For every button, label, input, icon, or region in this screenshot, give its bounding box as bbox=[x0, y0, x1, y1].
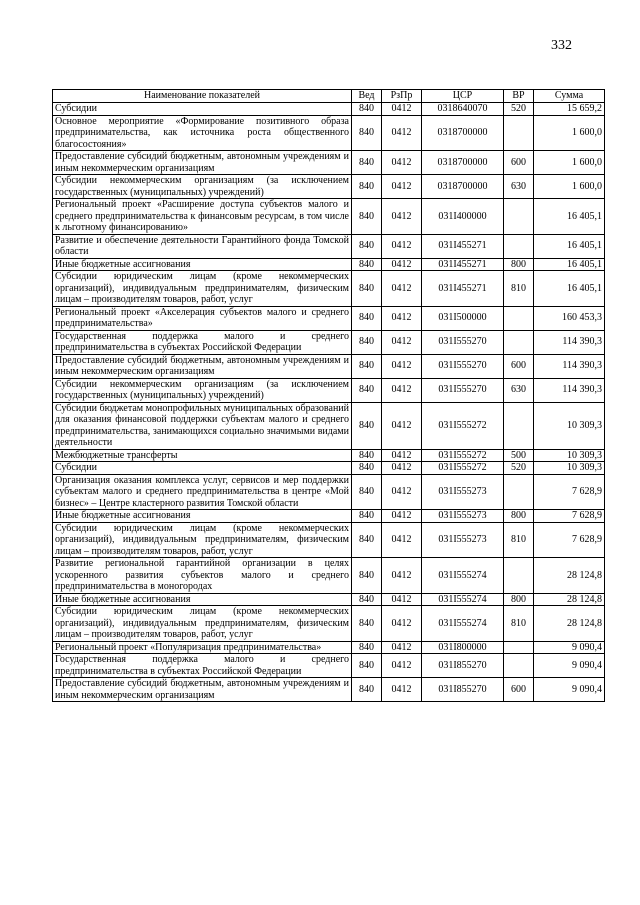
cell-name: Межбюджетные трансферты bbox=[53, 449, 352, 462]
cell-name: Развитие региональной гарантийной организации в целях ускоренного развития субъектов малого и среднего предпринимательства в моногородах bbox=[53, 558, 352, 594]
cell-ved: 840 bbox=[352, 103, 382, 116]
cell-vr bbox=[504, 402, 534, 449]
cell-ved: 840 bbox=[352, 462, 382, 475]
cell-rzpr: 0412 bbox=[382, 354, 422, 378]
cell-sum: 10 309,3 bbox=[534, 449, 605, 462]
cell-csr: 031I555270 bbox=[422, 378, 504, 402]
cell-ved: 840 bbox=[352, 510, 382, 523]
cell-csr: 031I555274 bbox=[422, 558, 504, 594]
header-sum: Сумма bbox=[534, 90, 605, 103]
cell-rzpr: 0412 bbox=[382, 234, 422, 258]
cell-rzpr: 0412 bbox=[382, 593, 422, 606]
cell-csr: 031I855270 bbox=[422, 654, 504, 678]
table-row bbox=[53, 234, 605, 258]
cell-vr bbox=[504, 306, 534, 330]
header-vr: ВР bbox=[504, 90, 534, 103]
cell-ved: 840 bbox=[352, 449, 382, 462]
table-body bbox=[53, 103, 605, 702]
cell-name: Субсидии некоммерческим организациям (за исключением государственных (муниципальных) учреждений) bbox=[53, 175, 352, 199]
cell-sum: 10 309,3 bbox=[534, 462, 605, 475]
cell-csr: 031I555270 bbox=[422, 354, 504, 378]
cell-rzpr: 0412 bbox=[382, 678, 422, 702]
cell-csr: 0318640070 bbox=[422, 103, 504, 116]
cell-name: Основное мероприятие «Формирование позитивного образа предпринимательства, как источника роста общественного благосостояния» bbox=[53, 115, 352, 151]
table-row bbox=[53, 378, 605, 402]
cell-ved: 840 bbox=[352, 258, 382, 271]
cell-sum: 1 600,0 bbox=[534, 175, 605, 199]
header-rzpr: РзПр bbox=[382, 90, 422, 103]
cell-ved: 840 bbox=[352, 522, 382, 558]
cell-name: Предоставление субсидий бюджетным, автономным учреждениям и иным некоммерческим организациям bbox=[53, 678, 352, 702]
cell-rzpr: 0412 bbox=[382, 641, 422, 654]
cell-name: Иные бюджетные ассигнования bbox=[53, 593, 352, 606]
cell-vr: 520 bbox=[504, 462, 534, 475]
cell-name: Иные бюджетные ассигнования bbox=[53, 258, 352, 271]
cell-ved: 840 bbox=[352, 654, 382, 678]
table-row bbox=[53, 354, 605, 378]
cell-sum: 9 090,4 bbox=[534, 641, 605, 654]
cell-vr: 800 bbox=[504, 258, 534, 271]
cell-ved: 840 bbox=[352, 558, 382, 594]
cell-vr bbox=[504, 234, 534, 258]
cell-rzpr: 0412 bbox=[382, 522, 422, 558]
header-csr: ЦСР bbox=[422, 90, 504, 103]
table-row bbox=[53, 593, 605, 606]
cell-rzpr: 0412 bbox=[382, 330, 422, 354]
cell-csr: 0318700000 bbox=[422, 115, 504, 151]
cell-csr: 031I800000 bbox=[422, 641, 504, 654]
cell-sum: 16 405,1 bbox=[534, 271, 605, 307]
cell-csr: 031I555273 bbox=[422, 522, 504, 558]
cell-rzpr: 0412 bbox=[382, 449, 422, 462]
cell-csr: 031I555274 bbox=[422, 606, 504, 642]
cell-sum: 16 405,1 bbox=[534, 258, 605, 271]
cell-rzpr: 0412 bbox=[382, 271, 422, 307]
cell-csr: 031I400000 bbox=[422, 199, 504, 235]
cell-sum: 9 090,4 bbox=[534, 654, 605, 678]
cell-rzpr: 0412 bbox=[382, 654, 422, 678]
cell-csr: 031I455271 bbox=[422, 234, 504, 258]
cell-rzpr: 0412 bbox=[382, 378, 422, 402]
cell-vr: 630 bbox=[504, 378, 534, 402]
table-row bbox=[53, 306, 605, 330]
cell-ved: 840 bbox=[352, 271, 382, 307]
cell-name: Развитие и обеспечение деятельности Гарантийного фонда Томской области bbox=[53, 234, 352, 258]
cell-name: Субсидии бюджетам монопрофильных муниципальных образований для оказания финансовой поддержки субъектам малого и среднего предпринимательства, занимающихся социально значимыми видами деятельности bbox=[53, 402, 352, 449]
page-number: 332 bbox=[551, 38, 572, 53]
cell-sum: 28 124,8 bbox=[534, 593, 605, 606]
cell-rzpr: 0412 bbox=[382, 558, 422, 594]
cell-rzpr: 0412 bbox=[382, 606, 422, 642]
cell-csr: 031I555273 bbox=[422, 474, 504, 510]
cell-sum: 9 090,4 bbox=[534, 678, 605, 702]
cell-ved: 840 bbox=[352, 402, 382, 449]
table-row bbox=[53, 402, 605, 449]
cell-sum: 114 390,3 bbox=[534, 378, 605, 402]
budget-table bbox=[52, 89, 605, 702]
cell-csr: 031I555272 bbox=[422, 449, 504, 462]
cell-sum: 7 628,9 bbox=[534, 522, 605, 558]
cell-vr: 500 bbox=[504, 449, 534, 462]
cell-ved: 840 bbox=[352, 593, 382, 606]
cell-sum: 160 453,3 bbox=[534, 306, 605, 330]
cell-csr: 031I555272 bbox=[422, 462, 504, 475]
cell-ved: 840 bbox=[352, 378, 382, 402]
cell-name: Субсидии юридическим лицам (кроме некоммерческих организаций), индивидуальным предпринимателям, физическим лицам – производителям товаров, работ, услуг bbox=[53, 522, 352, 558]
cell-csr: 031I455271 bbox=[422, 258, 504, 271]
cell-ved: 840 bbox=[352, 151, 382, 175]
cell-csr: 031I455271 bbox=[422, 271, 504, 307]
cell-name: Субсидии юридическим лицам (кроме некоммерческих организаций), индивидуальным предпринимателям, физическим лицам – производителям товаров, работ, услуг bbox=[53, 271, 352, 307]
table-row bbox=[53, 641, 605, 654]
cell-ved: 840 bbox=[352, 306, 382, 330]
cell-rzpr: 0412 bbox=[382, 510, 422, 523]
cell-name: Предоставление субсидий бюджетным, автономным учреждениям и иным некоммерческим организациям bbox=[53, 151, 352, 175]
cell-sum: 15 659,2 bbox=[534, 103, 605, 116]
cell-vr: 600 bbox=[504, 678, 534, 702]
cell-vr: 600 bbox=[504, 151, 534, 175]
cell-vr: 800 bbox=[504, 510, 534, 523]
table-row bbox=[53, 510, 605, 523]
cell-sum: 28 124,8 bbox=[534, 606, 605, 642]
cell-sum: 28 124,8 bbox=[534, 558, 605, 594]
table-row bbox=[53, 103, 605, 116]
cell-csr: 031I555274 bbox=[422, 593, 504, 606]
table-row bbox=[53, 462, 605, 475]
cell-rzpr: 0412 bbox=[382, 151, 422, 175]
cell-vr bbox=[504, 654, 534, 678]
cell-rzpr: 0412 bbox=[382, 115, 422, 151]
cell-name: Субсидии bbox=[53, 103, 352, 116]
table-row bbox=[53, 330, 605, 354]
header-ved: Вед bbox=[352, 90, 382, 103]
cell-sum: 7 628,9 bbox=[534, 510, 605, 523]
cell-ved: 840 bbox=[352, 606, 382, 642]
table-row bbox=[53, 115, 605, 151]
table-row bbox=[53, 175, 605, 199]
cell-name: Региональный проект «Акселерация субъектов малого и среднего предпринимательства» bbox=[53, 306, 352, 330]
cell-csr: 031I855270 bbox=[422, 678, 504, 702]
cell-name: Организация оказания комплекса услуг, сервисов и мер поддержки субъектам малого и среднего предпринимательства в центре «Мой бизнес» – Центре кластерного развития Томской области bbox=[53, 474, 352, 510]
table-row bbox=[53, 558, 605, 594]
cell-vr bbox=[504, 199, 534, 235]
cell-rzpr: 0412 bbox=[382, 306, 422, 330]
cell-vr: 810 bbox=[504, 522, 534, 558]
cell-vr: 810 bbox=[504, 606, 534, 642]
cell-rzpr: 0412 bbox=[382, 103, 422, 116]
cell-ved: 840 bbox=[352, 115, 382, 151]
cell-vr: 600 bbox=[504, 354, 534, 378]
table-row bbox=[53, 271, 605, 307]
table-row bbox=[53, 654, 605, 678]
cell-sum: 1 600,0 bbox=[534, 151, 605, 175]
cell-vr bbox=[504, 330, 534, 354]
cell-csr: 031I500000 bbox=[422, 306, 504, 330]
cell-vr bbox=[504, 474, 534, 510]
cell-rzpr: 0412 bbox=[382, 258, 422, 271]
cell-name: Иные бюджетные ассигнования bbox=[53, 510, 352, 523]
cell-rzpr: 0412 bbox=[382, 462, 422, 475]
cell-csr: 031I555273 bbox=[422, 510, 504, 523]
cell-vr: 800 bbox=[504, 593, 534, 606]
cell-sum: 114 390,3 bbox=[534, 354, 605, 378]
table-row bbox=[53, 199, 605, 235]
cell-ved: 840 bbox=[352, 199, 382, 235]
cell-vr bbox=[504, 558, 534, 594]
cell-rzpr: 0412 bbox=[382, 199, 422, 235]
cell-vr bbox=[504, 115, 534, 151]
table-row bbox=[53, 258, 605, 271]
cell-sum: 16 405,1 bbox=[534, 234, 605, 258]
cell-sum: 7 628,9 bbox=[534, 474, 605, 510]
cell-vr: 810 bbox=[504, 271, 534, 307]
table-header-row bbox=[53, 90, 605, 103]
table-row bbox=[53, 449, 605, 462]
cell-sum: 10 309,3 bbox=[534, 402, 605, 449]
table-row bbox=[53, 678, 605, 702]
cell-ved: 840 bbox=[352, 474, 382, 510]
cell-name: Региональный проект «Популяризация предпринимательства» bbox=[53, 641, 352, 654]
cell-rzpr: 0412 bbox=[382, 175, 422, 199]
cell-vr: 630 bbox=[504, 175, 534, 199]
cell-sum: 16 405,1 bbox=[534, 199, 605, 235]
table-row bbox=[53, 606, 605, 642]
cell-csr: 0318700000 bbox=[422, 151, 504, 175]
cell-vr: 520 bbox=[504, 103, 534, 116]
cell-sum: 1 600,0 bbox=[534, 115, 605, 151]
header-name: Наименование показателей bbox=[53, 90, 352, 103]
cell-rzpr: 0412 bbox=[382, 474, 422, 510]
cell-csr: 031I555272 bbox=[422, 402, 504, 449]
cell-name: Субсидии юридическим лицам (кроме некоммерческих организаций), индивидуальным предпринимателям, физическим лицам – производителям товаров, работ, услуг bbox=[53, 606, 352, 642]
cell-name: Субсидии bbox=[53, 462, 352, 475]
cell-name: Региональный проект «Расширение доступа субъектов малого и среднего предпринимательства к финансовым ресурсам, в том числе к льготному финансированию» bbox=[53, 199, 352, 235]
table-row bbox=[53, 151, 605, 175]
cell-ved: 840 bbox=[352, 330, 382, 354]
cell-rzpr: 0412 bbox=[382, 402, 422, 449]
cell-sum: 114 390,3 bbox=[534, 330, 605, 354]
table-row bbox=[53, 474, 605, 510]
cell-ved: 840 bbox=[352, 354, 382, 378]
cell-name: Государственная поддержка малого и среднего предпринимательства в субъектах Российской Федерации bbox=[53, 654, 352, 678]
cell-ved: 840 bbox=[352, 678, 382, 702]
cell-csr: 031I555270 bbox=[422, 330, 504, 354]
cell-ved: 840 bbox=[352, 234, 382, 258]
cell-name: Государственная поддержка малого и среднего предпринимательства в субъектах Российской Федерации bbox=[53, 330, 352, 354]
table-row bbox=[53, 522, 605, 558]
cell-name: Субсидии некоммерческим организациям (за исключением государственных (муниципальных) учреждений) bbox=[53, 378, 352, 402]
cell-ved: 840 bbox=[352, 175, 382, 199]
cell-name: Предоставление субсидий бюджетным, автономным учреждениям и иным некоммерческим организациям bbox=[53, 354, 352, 378]
cell-csr: 0318700000 bbox=[422, 175, 504, 199]
cell-vr bbox=[504, 641, 534, 654]
cell-ved: 840 bbox=[352, 641, 382, 654]
